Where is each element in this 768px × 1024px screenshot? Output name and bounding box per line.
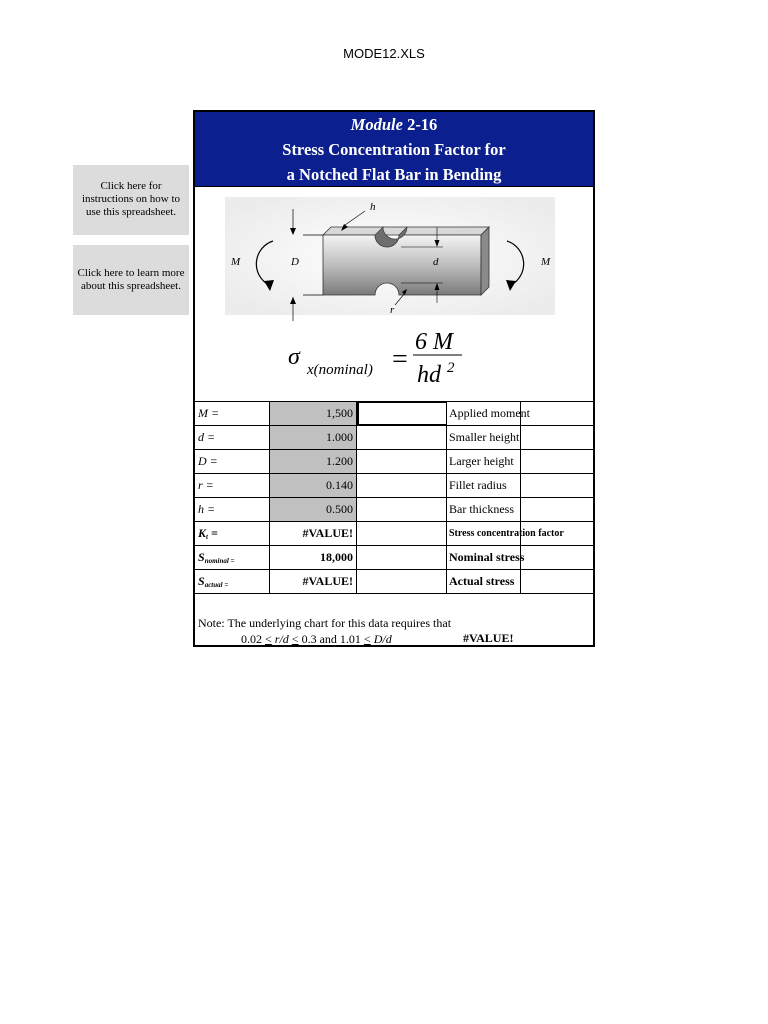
desc-larger-height: Larger height xyxy=(449,454,514,468)
label-D: D = xyxy=(195,450,270,473)
header-line-2: Stress Concentration Factor for xyxy=(282,140,506,159)
table-row xyxy=(195,498,593,522)
input-moment[interactable]: 1,500 xyxy=(270,402,357,425)
input-fillet-radius[interactable]: 0.140 xyxy=(270,474,357,497)
file-title: MODE12.XLS xyxy=(343,46,425,61)
diagram-label-D: D xyxy=(291,256,299,268)
label-S-nominal: $S_{nominal =}$ xyxy=(195,546,270,569)
diagram-label-r: r xyxy=(390,304,395,316)
blank-cell[interactable] xyxy=(357,450,447,473)
validity-note xyxy=(198,615,451,647)
label-d: d = xyxy=(195,426,270,449)
formula-numerator: 6 M xyxy=(415,329,453,355)
label-S-actual: $S_{actual =}$ xyxy=(195,570,270,593)
about-button[interactable]: Click here to learn more about this spreadsheet. xyxy=(73,245,189,315)
output-nominal-stress[interactable]: 18,000 xyxy=(270,546,357,569)
formula-subscript: x(nominal) xyxy=(307,362,373,378)
input-bar-thickness[interactable]: 0.500 xyxy=(270,498,357,521)
label-r: r = xyxy=(195,474,270,497)
desc-fillet-radius: Fillet radius xyxy=(449,478,507,492)
diagram-label-h: h xyxy=(370,201,376,213)
desc-nominal-stress: Nominal stress xyxy=(449,550,525,564)
module-word: Module xyxy=(350,115,403,134)
formula-denominator: hd xyxy=(417,362,441,388)
diagram-label-M-left: M xyxy=(231,256,241,268)
parameter-table xyxy=(195,401,593,589)
table-row xyxy=(195,522,593,546)
blank-cell[interactable] xyxy=(357,522,447,545)
table-row xyxy=(195,570,593,594)
module-title xyxy=(195,115,593,135)
table-row xyxy=(195,402,593,426)
label-Kt: $K_t$ = xyxy=(195,522,270,545)
module-header xyxy=(195,112,593,187)
diagram-label-d: d xyxy=(433,256,439,268)
note-validity-value[interactable]: #VALUE! xyxy=(463,631,514,645)
module-number: 2-16 xyxy=(402,115,438,134)
output-actual-stress[interactable]: #VALUE! xyxy=(270,570,357,593)
desc-stress-concentration-factor: Stress concentration factor xyxy=(449,528,564,539)
diagram-label-M-right: M xyxy=(541,256,551,268)
table-row xyxy=(195,474,593,498)
note-line-1: Note: The underlying chart for this data requires that xyxy=(198,616,452,630)
instructions-button[interactable]: Click here for instructions on how to use this spreadsheet. xyxy=(73,165,189,235)
output-stress-concentration-factor[interactable]: #VALUE! xyxy=(270,522,357,545)
desc-smaller-height: Smaller height xyxy=(449,430,520,444)
nominal-stress-formula xyxy=(280,322,480,394)
formula-exponent: 2 xyxy=(447,360,455,376)
header-line-3: a Notched Flat Bar in Bending xyxy=(286,165,502,184)
blank-cell[interactable] xyxy=(357,498,447,521)
notched-bar-diagram xyxy=(225,197,555,327)
blank-cell[interactable] xyxy=(357,570,447,593)
input-larger-height[interactable]: 1.200 xyxy=(270,450,357,473)
input-smaller-height[interactable]: 1.000 xyxy=(270,426,357,449)
blank-cell[interactable] xyxy=(357,474,447,497)
blank-cell[interactable] xyxy=(357,426,447,449)
formula-equals: = xyxy=(392,344,408,375)
blank-cell[interactable] xyxy=(357,546,447,569)
label-M: M = xyxy=(195,402,270,425)
spreadsheet-module xyxy=(193,110,595,647)
table-row xyxy=(195,546,593,570)
label-h: h = xyxy=(195,498,270,521)
formula-sigma: σ xyxy=(288,344,300,370)
active-cell[interactable] xyxy=(357,402,447,425)
bar-front-face xyxy=(323,235,481,295)
table-row xyxy=(195,426,593,450)
desc-bar-thickness: Bar thickness xyxy=(449,502,514,516)
desc-actual-stress: Actual stress xyxy=(449,574,515,588)
note-line-2: 0.02 < r/d < 0.3 and 1.01 < D/d xyxy=(241,632,392,646)
desc-applied-moment: Applied moment xyxy=(449,406,530,420)
table-row xyxy=(195,450,593,474)
